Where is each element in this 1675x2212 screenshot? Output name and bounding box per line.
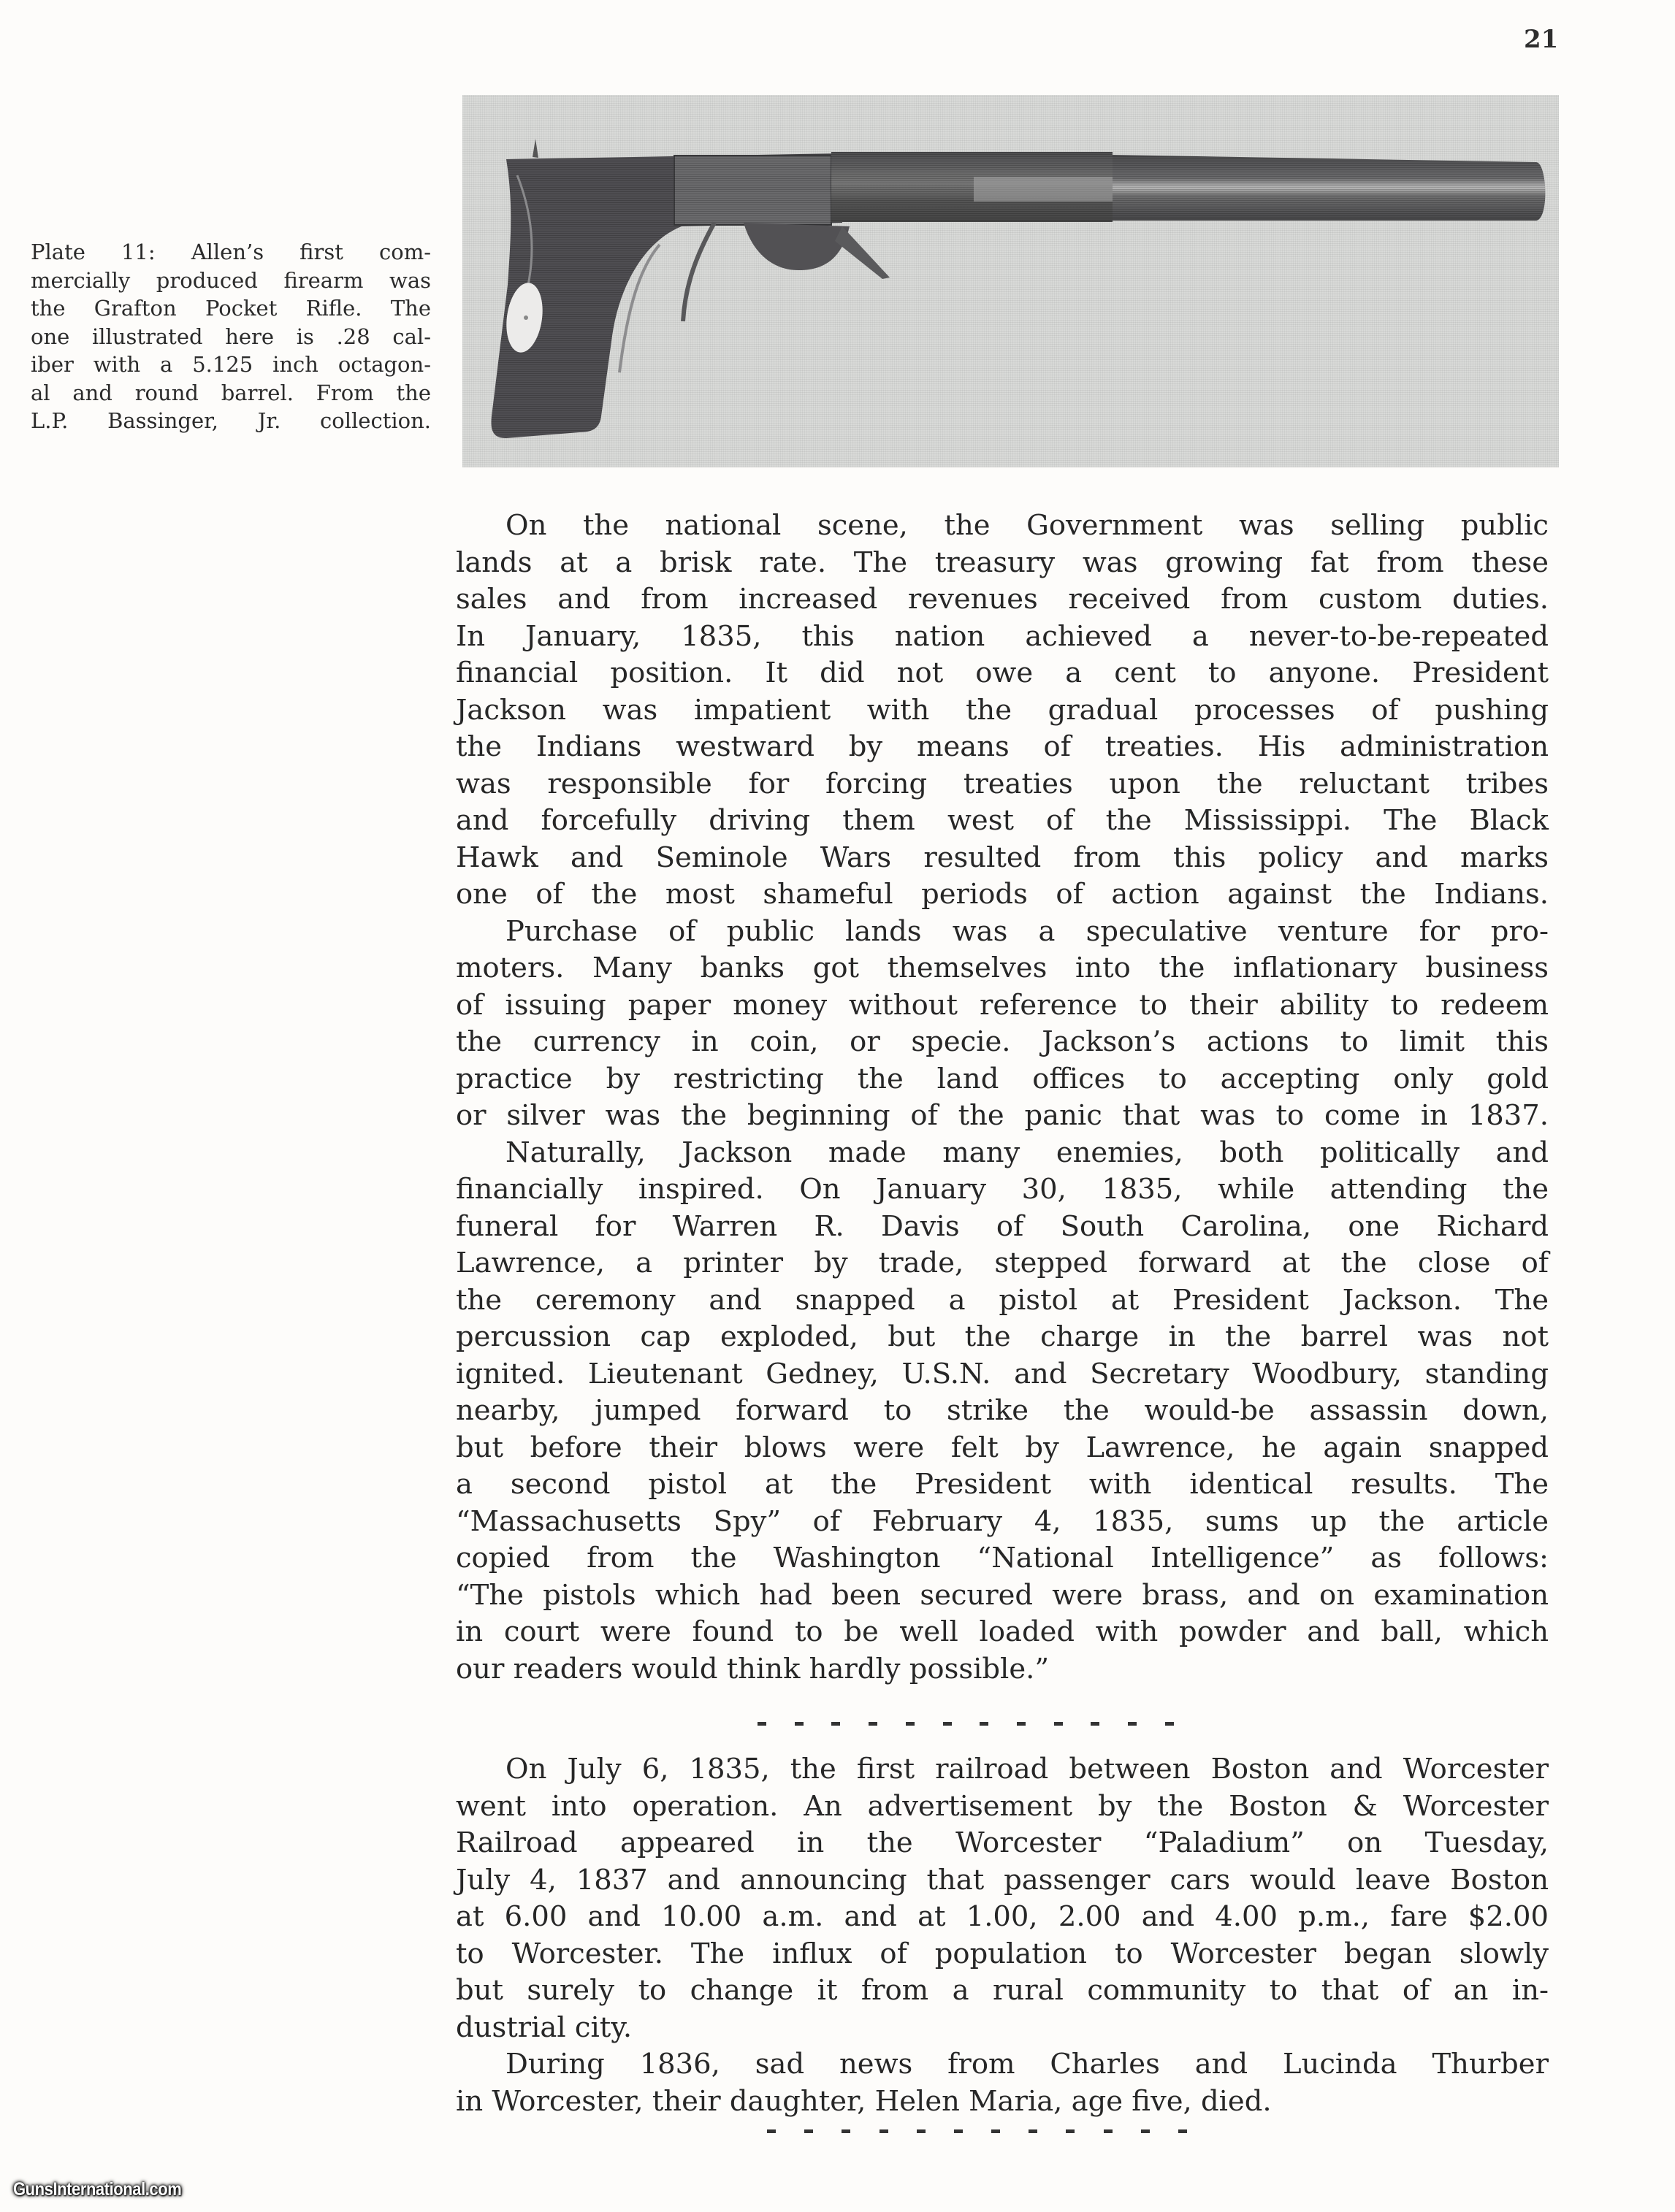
text-line: at 6.00 and 10.00 a.m. and at 1.00, 2.00 and 4.00 p.m., fare $2.00 xyxy=(456,1900,1549,1933)
text-line: the Indians westward by means of treaties. His administration xyxy=(456,730,1549,763)
text-line: Lawrence, a printer by trade, stepped forward at the close of xyxy=(456,1247,1549,1279)
text-line: a second pistol at the President with identical results. The xyxy=(456,1468,1549,1501)
text-line: our readers would think hardly possible.” xyxy=(456,1652,1050,1685)
caption-line: mercially produced firearm was xyxy=(31,267,431,293)
text-line: the currency in coin, or specie. Jackson’s actions to limit this xyxy=(456,1025,1549,1058)
text-line: and forcefully driving them west of the Mississippi. The Black xyxy=(456,804,1549,837)
caption-line: L.P. Bassinger, Jr. collection. xyxy=(31,408,431,433)
page-number: 21 xyxy=(1524,25,1559,54)
paragraph-public-lands xyxy=(456,914,1549,1135)
text-line: On the national scene, the Government was selling public xyxy=(505,509,1549,542)
text-line: nearby, jumped forward to strike the would-be assassin down, xyxy=(456,1394,1549,1427)
paragraph-thurber xyxy=(456,2046,1549,2120)
text-line: funeral for Warren R. Davis of South Carolina, one Richard xyxy=(456,1209,1549,1243)
text-line: one of the most shameful periods of action against the Indians. xyxy=(456,878,1549,911)
section-separator xyxy=(767,2127,1187,2135)
text-line: or silver was the beginning of the panic that was to come in 1837. xyxy=(456,1099,1549,1132)
text-line: in court were found to be well loaded with powder and ball, which xyxy=(456,1615,1549,1648)
text-line: percussion cap exploded, but the charge in the barrel was not xyxy=(456,1320,1549,1353)
text-line: copied from the Washington “National Intelligence” as follows: xyxy=(456,1542,1549,1574)
plate-photo xyxy=(462,95,1559,467)
text-line: financially inspired. On January 30, 1835, while attending the xyxy=(456,1173,1549,1206)
text-line: “Massachusetts Spy” of February 4, 1835, sums up the article xyxy=(456,1504,1549,1538)
watermark-logo: GunsInternational.com xyxy=(13,2179,182,2200)
text-line: July 4, 1837 and announcing that passenger cars would leave Boston xyxy=(456,1863,1549,1897)
paragraph-railroad xyxy=(456,1751,1549,2046)
text-line: During 1836, sad news from Charles and Lucinda Thurber xyxy=(505,2048,1549,2081)
text-line: but before their blows were felt by Lawrence, he again snapped xyxy=(456,1431,1549,1464)
caption-line: iber with a 5.125 inch octagon- xyxy=(31,352,431,377)
text-line: financial position. It did not owe a cent to anyone. President xyxy=(456,657,1549,689)
text-line: in Worcester, their daughter, Helen Maria, age five, died. xyxy=(456,2084,1272,2118)
paragraph-assassination-attempt xyxy=(456,1135,1549,1688)
text-line: ignited. Lieutenant Gedney, U.S.N. and Secretary Woodbury, standing xyxy=(456,1357,1549,1390)
text-line: was responsible for forcing treaties upon the reluctant tribes xyxy=(456,767,1549,800)
text-line: dustrial city. xyxy=(456,2010,633,2044)
text-line: Purchase of public lands was a speculative venture for pro- xyxy=(505,914,1549,948)
text-line: of issuing paper money without reference to their ability to redeem xyxy=(456,988,1549,1022)
text-line: Naturally, Jackson made many enemies, both politically and xyxy=(505,1136,1549,1169)
plate-caption xyxy=(31,238,431,435)
caption-line: Plate 11: Allen’s first com- xyxy=(31,240,431,264)
paragraph-national-scene xyxy=(456,508,1549,914)
text-line: went into operation. An advertisement by the Boston & Worcester xyxy=(456,1789,1549,1823)
caption-line: the Grafton Pocket Rifle. The xyxy=(31,296,431,321)
text-line: “The pistols which had been secured were brass, and on examination xyxy=(456,1578,1549,1612)
pocket-rifle-illustration xyxy=(462,95,1559,467)
text-line: but surely to change it from a rural community to that of an in- xyxy=(456,1974,1549,2007)
caption-line: one illustrated here is .28 cal- xyxy=(31,324,431,349)
text-line: Hawk and Seminole Wars resulted from this policy and marks xyxy=(456,841,1549,874)
text-line: sales and from increased revenues received from custom duties. xyxy=(456,583,1549,616)
text-line: moters. Many banks got themselves into the inflationary business xyxy=(456,952,1549,984)
text-line: On July 6, 1835, the first railroad between Boston and Worcester xyxy=(505,1753,1549,1786)
caption-line: al and round barrel. From the xyxy=(31,380,431,405)
text-line: In January, 1835, this nation achieved a never-to-be-repeated xyxy=(456,619,1549,653)
text-line: the ceremony and snapped a pistol at President Jackson. The xyxy=(456,1283,1549,1317)
text-line: Jackson was impatient with the gradual processes of pushing xyxy=(456,693,1549,727)
text-line: practice by restricting the land offices to accepting only gold xyxy=(456,1062,1549,1095)
section-separator xyxy=(758,1720,1174,1727)
text-line: Railroad appeared in the Worcester “Paladium” on Tuesday, xyxy=(456,1826,1549,1859)
section-1 xyxy=(456,508,1549,1688)
text-line: lands at a brisk rate. The treasury was growing fat from these xyxy=(456,546,1549,579)
section-2 xyxy=(456,1751,1549,2120)
text-line: to Worcester. The influx of population to Worcester began slowly xyxy=(456,1937,1549,1970)
